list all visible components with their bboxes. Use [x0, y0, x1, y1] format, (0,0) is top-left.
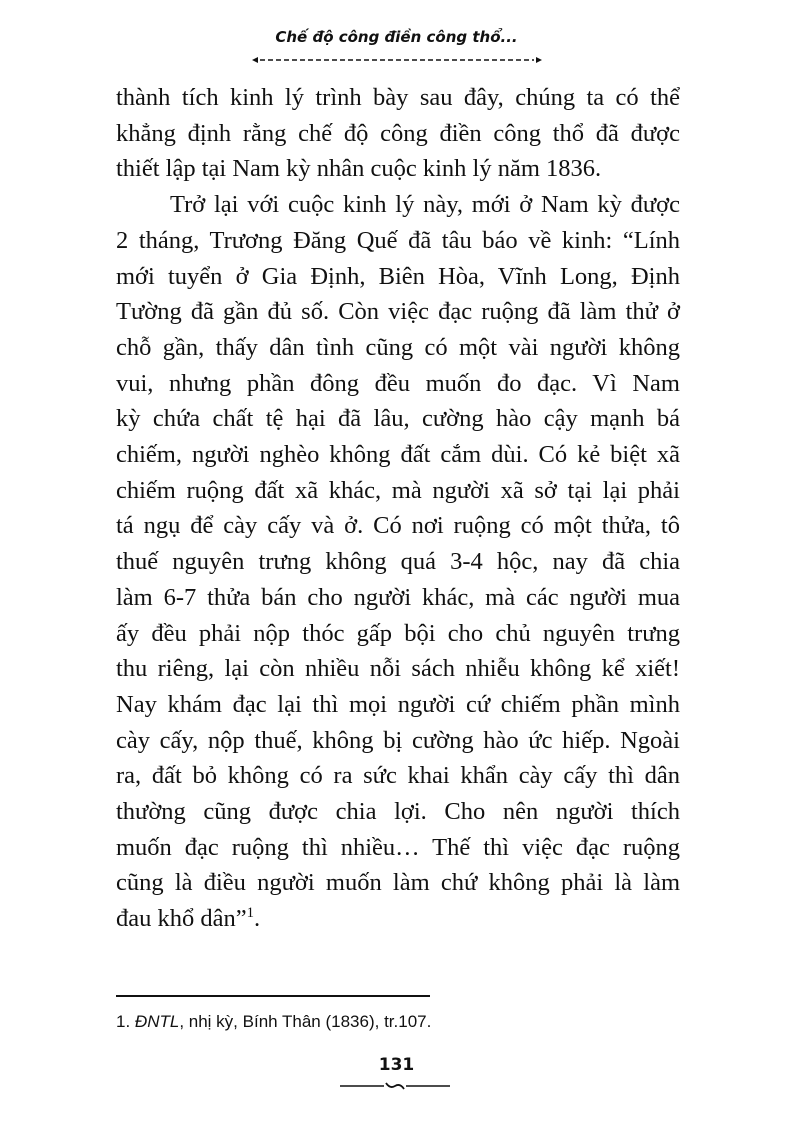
text-line: ấy đều phải nộp thóc gấp bội cho chủ nguyên trưng: [116, 619, 680, 647]
text-line: thiết lập tại Nam kỳ nhân cuộc kinh lý năm 1836.: [116, 155, 602, 183]
footnote-source: ĐNTL: [134, 1012, 180, 1031]
text-line: Nay khám đạc lại thì mọi người cứ chiếm phần mình: [116, 690, 680, 718]
text-line: tá ngụ để cày cấy và ở. Có nơi ruộng có một thửa, tô: [116, 512, 680, 540]
text-line: làm 6-7 thửa bán cho người khác, mà các người mua: [116, 583, 680, 611]
text-line: 2 tháng, Trương Đăng Quế đã tâu báo về kinh: “Lính: [116, 226, 680, 254]
text-line-last: [116, 901, 680, 937]
footnote-detail: , nhị kỳ, Bính Thân (1836), tr.107.: [179, 1012, 432, 1031]
text-line: cũng là điều người muốn làm chứ không phải là làm: [116, 869, 680, 897]
footnote-separator: [116, 995, 430, 997]
body-text: [116, 80, 680, 937]
page-number: 131: [378, 1055, 415, 1075]
text-line: khẳng định rằng chế độ công điền công thổ đã được: [116, 119, 680, 147]
header-dotted-rule: [252, 56, 542, 64]
text-line: mới tuyển ở Gia Định, Biên Hòa, Vĩnh Long, Định: [116, 262, 680, 290]
text-line: Tường đã gần đủ số. Còn việc đạc ruộng đã làm thử ở: [116, 298, 680, 326]
text-line: ra, đất bỏ không có ra sức khai khẩn cày cấy thì dân: [116, 762, 680, 790]
footnote: [116, 1012, 680, 1032]
end-punctuation: .: [253, 905, 261, 933]
text-line: thành tích kinh lý trình bày sau đây, chúng ta có thể: [116, 84, 680, 111]
text-line: muốn đạc ruộng thì nhiều… Thế thì việc đạc ruộng: [116, 833, 680, 861]
text-line: chiếm ruộng đất xã khác, mà người xã sở tại lại phải: [116, 476, 680, 504]
last-line-text: đau khổ dân”: [116, 905, 247, 933]
text-line: Trở lại với cuộc kinh lý này, mới ở Nam kỳ được: [170, 191, 680, 219]
text-line: thường cũng được chia lợi. Cho nên người thích: [116, 798, 680, 826]
text-line: kỳ chứa chất tệ hại đã lâu, cường hào cậy mạnh bá: [116, 405, 680, 433]
footnote-marker[interactable]: 1: [246, 905, 254, 922]
text-line: chiếm, người nghèo không đất cắm dùi. Có kẻ biệt xã: [116, 441, 680, 469]
running-header: Chế độ công điền công thổ...: [275, 28, 518, 46]
page-number-ornament: [340, 1081, 450, 1091]
text-line: chỗ gần, thấy dân tình cũng có một vài người không: [116, 333, 680, 361]
text-line: thu riêng, lại còn nhiều nỗi sách nhiễu không kể xiết!: [116, 655, 680, 683]
text-line: thuế nguyên trưng không quá 3-4 hộc, nay đã chia: [116, 548, 680, 576]
footnote-number: 1.: [116, 1012, 131, 1031]
text-line: cày cấy, nộp thuế, không bị cường hào ức hiếp. Ngoài: [116, 726, 680, 754]
text-line: vui, nhưng phần đông đều muốn đo đạc. Vì Nam: [116, 369, 680, 397]
